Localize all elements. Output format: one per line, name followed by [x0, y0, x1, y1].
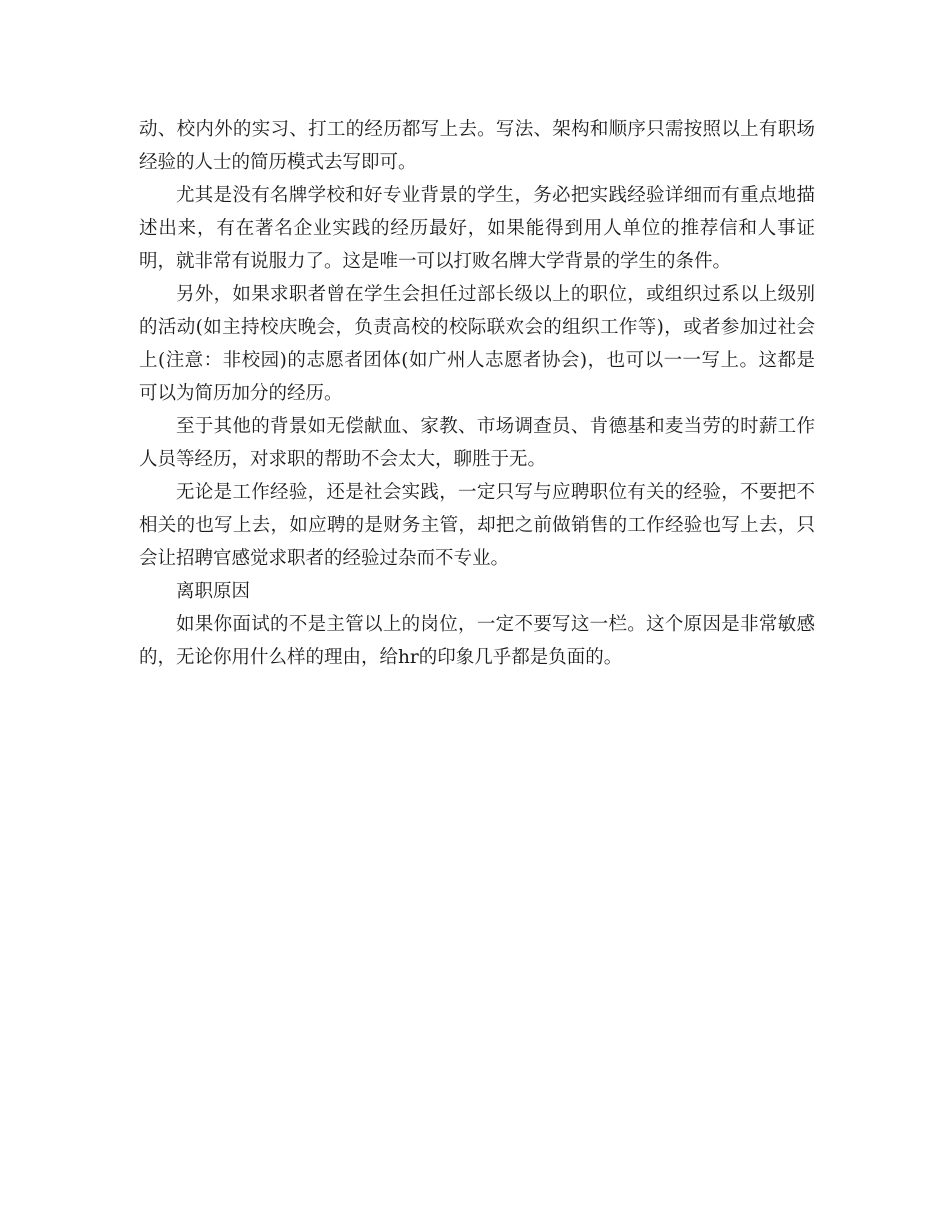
paragraph: 至于其他的背景如无偿献血、家教、市场调查员、肯德基和麦当劳的时薪工作人员等经历，对求职的帮助不会太大，聊胜于无。 [139, 416, 815, 470]
document-body [139, 113, 815, 674]
paragraph: 尤其是没有名牌学校和好专业背景的学生，务必把实践经验详细而有重点地描述出来，有在著名企业实践的经历最好，如果能得到用人单位的推荐信和人事证明，就非常有说服力了。这是唯一可以打败名牌大学背景的学生的条件。 [139, 185, 815, 272]
paragraph-continuation: 动、校内外的实习、打工的经历都写上去。写法、架构和顺序只需按照以上有职场经验的人士的简历模式去写即可。 [139, 119, 815, 173]
paragraph: 如果你面试的不是主管以上的岗位，一定不要写这一栏。这个原因是非常敏感的，无论你用什么样的理由，给hr的印象几乎都是负面的。 [139, 614, 815, 668]
paragraph: 另外，如果求职者曾在学生会担任过部长级以上的职位，或组织过系以上级别的活动(如主持校庆晚会，负责高校的校际联欢会的组织工作等)，或者参加过社会上(注意：非校园)的志愿者团体(如广州人志愿者协会)，也可以一一写上。这都是可以为简历加分的经历。 [139, 284, 815, 404]
paragraph: 无论是工作经验，还是社会实践，一定只写与应聘职位有关的经验，不要把不相关的也写上去，如应聘的是财务主管，却把之前做销售的工作经验也写上去，只会让招聘官感觉求职者的经验过杂而不专业。 [139, 482, 815, 569]
section-heading: 离职原因 [176, 581, 251, 602]
